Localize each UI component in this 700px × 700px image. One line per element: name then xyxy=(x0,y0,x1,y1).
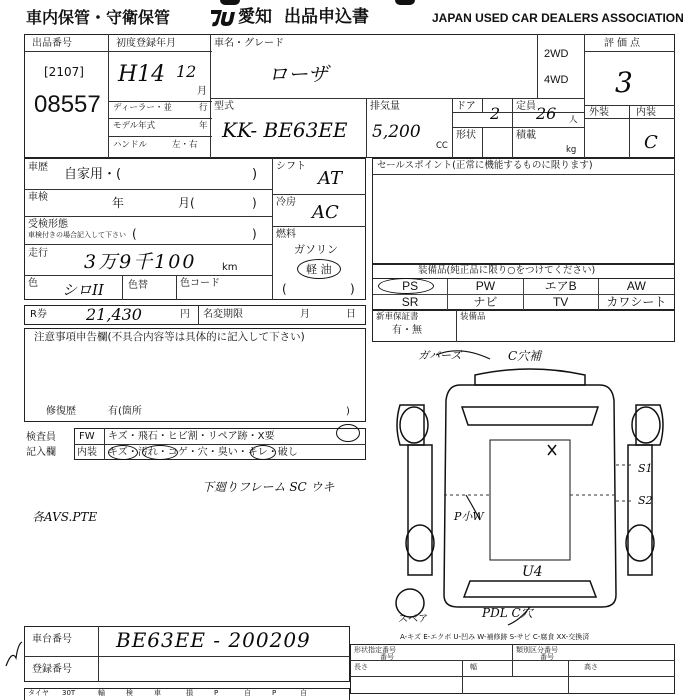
equipment-item: カワシート xyxy=(606,295,667,309)
recycle-unit: 円 xyxy=(180,309,190,320)
color-label: 色 xyxy=(28,278,38,289)
ac-label: 冷房 xyxy=(276,197,296,208)
dealer-label: ディーラー・並 xyxy=(113,103,172,113)
form-title: 出品申込書 xyxy=(284,7,369,27)
handle-label: ハンドル xyxy=(113,140,148,150)
association-name: JAPAN USED CAR DEALERS ASSOCIATION xyxy=(432,11,684,25)
diagram-note-left: P小W xyxy=(454,510,484,523)
exterior-label: 外装 xyxy=(589,107,609,118)
name-change-month: 月 xyxy=(300,309,310,320)
diagram-note-top-left: ガバーズ xyxy=(418,349,462,362)
displacement-unit: CC xyxy=(436,141,448,151)
interior-mark-circle-3 xyxy=(250,445,276,460)
height-label: 高さ xyxy=(584,663,598,671)
equipment-item: AW xyxy=(599,279,674,295)
color-code-label: 色コード xyxy=(180,278,220,289)
recycle-value: 21,430 xyxy=(86,305,142,324)
inspection-month-unit: 月( xyxy=(178,196,195,210)
displacement-label: 排気量 xyxy=(370,101,400,112)
bottom-item: P xyxy=(272,689,277,697)
spare-label: スペア xyxy=(398,614,428,625)
recycle-label: R券 xyxy=(30,309,47,320)
diagram-note-s1: S1 xyxy=(638,462,653,475)
inspection-label: 車検 xyxy=(28,192,48,203)
grade-label: 評価点 xyxy=(604,38,643,49)
bottom-item: 自 xyxy=(244,689,251,697)
interior-insp-items: キズ・汚れ・コゲ・穴・臭い・キレ・破し xyxy=(108,447,298,458)
ps-circle xyxy=(378,278,434,294)
width-label: 幅 xyxy=(470,663,477,671)
bottom-item: 自 xyxy=(300,689,307,697)
receive-type-open: ( xyxy=(132,227,137,241)
load-label: 積載 xyxy=(516,130,536,141)
inspection-close: ) xyxy=(252,196,257,210)
car-history-value: 自家用・( xyxy=(64,167,122,182)
diagram-note-top: C穴補 xyxy=(508,349,542,363)
fuel-paren-close: ) xyxy=(350,282,355,296)
color-change-label: 色替 xyxy=(128,280,148,291)
extras-label: 装備品 xyxy=(460,312,486,322)
fw-mark-circle xyxy=(336,424,360,442)
punch-hole-right xyxy=(395,0,415,5)
org-name: 愛知 xyxy=(238,7,272,27)
tire-size: 30T xyxy=(62,689,76,697)
month-unit: 月 xyxy=(197,86,207,97)
shape-sign-sub: 番号 xyxy=(380,653,394,661)
mileage-label: 走行 xyxy=(28,248,48,259)
car-history-close: ) xyxy=(252,167,258,182)
bottom-item: 車 xyxy=(154,689,161,697)
fuel-label: 燃料 xyxy=(276,229,296,240)
handle-value: 左・右 xyxy=(172,140,198,150)
new-warranty-value: 有・無 xyxy=(392,325,422,336)
length-label: 長さ xyxy=(354,663,368,671)
displacement-value: 5,200 xyxy=(372,122,421,142)
interior-score: C xyxy=(644,132,658,153)
receive-type-note: 車検付きの場合記入して下さい xyxy=(28,231,126,239)
diagram-note-bottom: U4 xyxy=(522,564,543,580)
shape-label: 形状 xyxy=(456,130,476,141)
shift-value: AT xyxy=(318,168,343,189)
doors-label: ドア xyxy=(456,101,476,112)
car-history-label: 車歴 xyxy=(28,162,48,173)
bottom-item: 輸 xyxy=(98,689,105,697)
dealer-suffix: 行 xyxy=(199,103,208,113)
first-reg-month: 12 xyxy=(176,62,197,81)
grade-score: 3 xyxy=(615,66,633,99)
class-label: 類別区分番号 xyxy=(516,646,558,654)
lot-number-label: 出品番号 xyxy=(32,38,72,49)
model-year-label: モデル年式 xyxy=(113,121,156,131)
fuel-diesel: 軽 油 xyxy=(306,263,332,276)
equipment-item: PW xyxy=(448,279,523,295)
drive-4wd: 4WD xyxy=(544,74,569,86)
capacity-value: 26 xyxy=(536,104,557,123)
damage-diagram xyxy=(380,345,680,645)
fw-label: FW xyxy=(79,431,95,442)
interior-mark-circle-2 xyxy=(142,445,178,460)
lot-code: [2107] xyxy=(44,65,84,79)
punch-hole-left xyxy=(220,0,240,5)
capacity-unit: 人 xyxy=(569,115,578,125)
receive-type-close: ) xyxy=(252,227,257,241)
drive-2wd: 2WD xyxy=(544,48,569,60)
color-value: シロII xyxy=(62,281,104,299)
model-year-suffix: 年 xyxy=(199,121,208,131)
bottom-item: P xyxy=(214,689,219,697)
storage-type: 車内保管・守衛保管 xyxy=(26,8,171,27)
first-reg-label: 初度登録年月 xyxy=(116,38,176,49)
inspector-label-2: 記入欄 xyxy=(26,447,56,458)
class-sub: 番号 xyxy=(540,653,554,661)
inspection-year-unit: 年 xyxy=(112,196,125,210)
lot-number: 08557 xyxy=(34,91,101,118)
repair-history-label: 修復歴 xyxy=(46,406,76,417)
chassis-number: BE63EE - 200209 xyxy=(116,628,311,652)
handwritten-note-2: 各AVS.PTE xyxy=(32,510,98,524)
margin-scribble xyxy=(4,640,24,670)
receive-type-label: 受検形態 xyxy=(28,219,68,230)
repair-history-value: 有(箇所 xyxy=(108,406,142,417)
diagram-note-s2: S2 xyxy=(638,494,653,507)
first-reg-year: H14 xyxy=(118,62,166,87)
ju-logo xyxy=(208,6,236,28)
capacity-label: 定員 xyxy=(516,101,536,112)
tire-label: タイヤ xyxy=(28,689,49,697)
name-change-day: 日 xyxy=(346,309,356,320)
fuel-diesel-circle xyxy=(297,259,341,279)
vehicle-name: ローザ xyxy=(268,62,328,86)
shift-label: シフト xyxy=(276,161,306,172)
vehicle-name-label: 車名・グレード xyxy=(214,38,284,49)
chassis-label: 車台番号 xyxy=(32,634,72,645)
equipment-label: 装備品(純正品に限り○をつけてください) xyxy=(418,265,596,276)
equipment-item: TV xyxy=(524,295,599,310)
fuel-gasoline: ガソリン xyxy=(294,243,338,256)
equipment-item: PS xyxy=(373,279,448,295)
mileage-unit: km xyxy=(222,262,238,273)
shape-sign-label: 形状指定番号 xyxy=(354,646,396,654)
doors-value: 2 xyxy=(490,104,501,123)
name-change-label: 名変期限 xyxy=(203,309,243,320)
model-label: 型式 xyxy=(214,101,234,112)
model-code: KK- BE63EE xyxy=(222,118,348,142)
new-warranty-label: 新車保証書 xyxy=(376,312,419,322)
interior-insp-label: 内装 xyxy=(77,447,97,458)
mileage-value: 3万9千100 xyxy=(84,251,197,273)
damage-legend: A-キズ E-エクボ U-凹み W-補修跡 S-サビ C-腐食 XX-交換済 xyxy=(400,633,590,641)
repair-history-close: ) xyxy=(346,406,350,417)
inspector-label-1: 検査員 xyxy=(26,432,56,443)
ac-value: AC xyxy=(312,202,339,223)
equipment-item: SR xyxy=(373,295,448,310)
tax-row xyxy=(24,305,366,325)
bottom-item: 損 xyxy=(186,689,193,697)
sales-point-label: セールスポイント(正常に機能するものに限ります) xyxy=(377,160,593,171)
equipment-item: エアB xyxy=(524,279,599,295)
fuel-paren-open: ( xyxy=(282,282,287,296)
handwritten-note-1: 下廻りフレーム SC ウキ xyxy=(202,480,335,494)
registration-number-label: 登録番号 xyxy=(32,664,72,675)
bottom-item: 検 xyxy=(126,689,133,697)
diagram-note-rear: PDL C穴 xyxy=(482,606,533,620)
interior-label: 内装 xyxy=(636,107,656,118)
load-unit: kg xyxy=(566,145,577,155)
fw-items: キズ・飛石・ヒビ割・リペア跡・X要 xyxy=(108,431,275,442)
notes-label: 注意事項申告欄(不具合内容等は具体的に記入して下さい) xyxy=(34,331,305,343)
equipment-item: ナビ xyxy=(448,295,523,310)
interior-mark-circle-1 xyxy=(108,445,138,460)
